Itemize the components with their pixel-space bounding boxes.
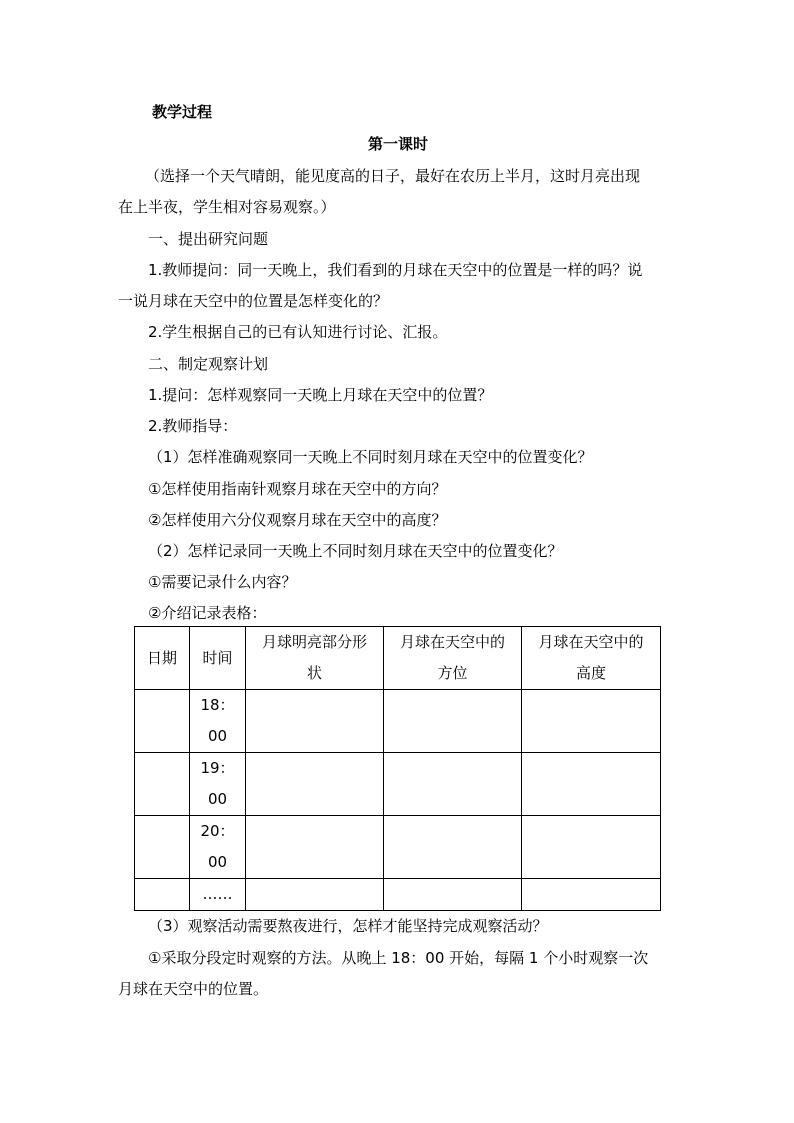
section2-title: 二、制定观察计划 bbox=[148, 355, 269, 373]
direction-cell bbox=[384, 690, 522, 753]
header-shape bbox=[246, 627, 384, 690]
shape-cell bbox=[246, 879, 384, 911]
header-height bbox=[522, 627, 661, 690]
section2-sub1-a: ①怎样使用指南针观察月球在天空中的方向？ bbox=[148, 480, 447, 498]
intro-line-1: （选择一个天气晴朗，能见度高的日子，最好在农历上半月，这时月亮出现 bbox=[145, 167, 641, 185]
height-cell bbox=[522, 690, 661, 753]
direction-cell bbox=[384, 879, 522, 911]
section2-item1: 1.提问：怎样观察同一天晚上月球在天空中的位置？ bbox=[148, 386, 493, 404]
time-cell bbox=[190, 816, 246, 879]
header-direction-line2: 方位 bbox=[437, 664, 468, 682]
height-cell bbox=[522, 816, 661, 879]
lesson-title: 第一课时 bbox=[367, 135, 428, 153]
table-header-row bbox=[135, 627, 661, 690]
section2-sub1-b: ②怎样使用六分仪观察月球在天空中的高度？ bbox=[148, 511, 447, 529]
date-cell bbox=[135, 690, 190, 753]
section2-sub3-a-line2: 月球在天空中的位置。 bbox=[118, 980, 269, 998]
section1-title: 一、提出研究问题 bbox=[148, 230, 269, 248]
section2-sub2-b: ②介绍记录表格： bbox=[148, 604, 267, 622]
section-heading: 教学过程 bbox=[152, 103, 213, 121]
shape-cell bbox=[246, 753, 384, 816]
time-line2: 00 bbox=[207, 727, 228, 745]
section2-sub2: （2）怎样记录同一天晚上不同时刻月球在天空中的位置变化？ bbox=[148, 542, 563, 560]
date-cell bbox=[135, 816, 190, 879]
header-height-line2: 高度 bbox=[575, 664, 606, 682]
header-time: 时间 bbox=[190, 627, 246, 690]
height-cell bbox=[522, 753, 661, 816]
table-row bbox=[135, 690, 661, 753]
direction-cell bbox=[384, 816, 522, 879]
section2-sub3-a-line1: ①采取分段定时观察的方法。从晚上 18：00 开始，每隔 1 个小时观察一次 bbox=[148, 949, 649, 967]
direction-cell bbox=[384, 753, 522, 816]
section1-item1-line1: 1.教师提问：同一天晚上，我们看到的月球在天空中的位置是一样的吗？说 bbox=[148, 261, 643, 279]
shape-cell bbox=[246, 690, 384, 753]
section2-sub1: （1）怎样准确观察同一天晚上不同时刻月球在天空中的位置变化？ bbox=[148, 448, 593, 466]
table-row bbox=[135, 816, 661, 879]
date-cell bbox=[135, 753, 190, 816]
shape-cell bbox=[246, 816, 384, 879]
observation-record-table bbox=[134, 626, 661, 911]
date-cell bbox=[135, 879, 190, 911]
section2-item2: 2.教师指导： bbox=[148, 417, 238, 435]
header-shape-line1: 月球明亮部分形 bbox=[261, 633, 367, 651]
section1-item1-line2: 一说月球在天空中的位置是怎样变化的？ bbox=[118, 292, 389, 310]
table-row bbox=[135, 879, 661, 911]
section1-item2: 2.学生根据自己的已有认知进行讨论、汇报。 bbox=[148, 323, 448, 341]
intro-line-2: 在上半夜，学生相对容易观察。） bbox=[118, 198, 336, 216]
time-cell bbox=[190, 690, 246, 753]
time-line2: 00 bbox=[207, 853, 228, 871]
header-height-line1: 月球在天空中的 bbox=[538, 633, 644, 651]
header-date: 日期 bbox=[135, 627, 190, 690]
section2-sub2-a: ①需要记录什么内容？ bbox=[148, 573, 297, 591]
table-row bbox=[135, 753, 661, 816]
time-ellipsis: …… bbox=[202, 885, 233, 903]
header-direction bbox=[384, 627, 522, 690]
header-direction-line1: 月球在天空中的 bbox=[399, 633, 505, 651]
time-line1: 19： bbox=[200, 759, 235, 777]
time-cell bbox=[190, 753, 246, 816]
section2-sub3: （3）观察活动需要熬夜进行，怎样才能坚持完成观察活动？ bbox=[148, 917, 548, 935]
height-cell bbox=[522, 879, 661, 911]
time-line1: 20： bbox=[200, 822, 235, 840]
header-shape-line2: 状 bbox=[306, 664, 322, 682]
time-line2: 00 bbox=[207, 790, 228, 808]
time-cell bbox=[190, 879, 246, 911]
time-line1: 18： bbox=[200, 696, 235, 714]
